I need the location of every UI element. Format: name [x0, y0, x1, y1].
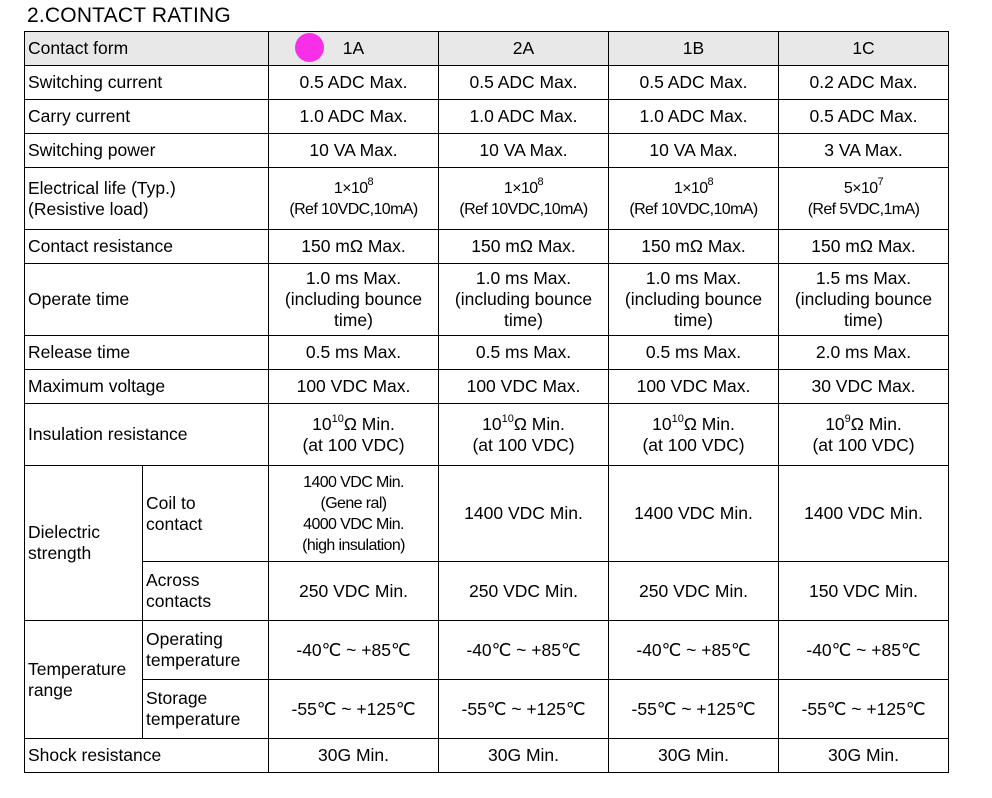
row-group-label [25, 466, 143, 621]
value-line: (high insulation) [302, 536, 405, 554]
life-base: 1×10 [333, 179, 368, 197]
row-label: Release time [25, 336, 269, 370]
cell-1c [779, 404, 949, 466]
table-row-release-time [25, 336, 949, 370]
table-row-storage-temperature [25, 680, 949, 739]
row-label: Switching current [25, 66, 269, 100]
ins-exponent: 10 [501, 412, 514, 425]
row-label: Maximum voltage [25, 370, 269, 404]
life-exponent: 8 [707, 176, 714, 189]
cell-1c: 150 mΩ Max. [779, 230, 949, 264]
cell-1a: 30G Min. [269, 739, 439, 773]
table-row-carry-current [25, 100, 949, 134]
cell-1a: 100 VDC Max. [269, 370, 439, 404]
ins-base: 10 [312, 413, 332, 434]
header-1b: 1B [609, 32, 779, 66]
row-label-line: Across [146, 570, 200, 590]
cell-2a: 10 VA Max. [439, 134, 609, 168]
ins-unit: Ω Min. [513, 413, 565, 434]
pink-marker-dot [295, 33, 324, 62]
value-line: (including bounce [284, 289, 423, 309]
row-label [25, 168, 269, 230]
ins-exponent: 10 [331, 412, 344, 425]
table-row-contact-resistance [25, 230, 949, 264]
cell-1b: 0.5 ADC Max. [609, 66, 779, 100]
cell-1a: 0.5 ADC Max. [269, 66, 439, 100]
cell-2a [439, 404, 609, 466]
cell-1a [269, 466, 439, 562]
value-line: 1400 VDC Min. [303, 473, 404, 491]
row-label: Insulation resistance [25, 404, 269, 466]
value-line: 1.0 ms Max. [475, 268, 572, 288]
ins-base: 10 [825, 413, 845, 434]
life-ref: (Ref 10VDC,10mA) [289, 200, 418, 218]
table-header-row [25, 32, 949, 66]
cell-2a: 0.5 ms Max. [439, 336, 609, 370]
contact-rating-table [24, 31, 949, 773]
row-label-line: Electrical life (Typ.) [28, 177, 176, 198]
life-base: 5×10 [843, 179, 878, 197]
cell-1b: 250 VDC Min. [609, 562, 779, 621]
table-row-dielectric-coil-to-contact [25, 466, 949, 562]
header-contact-form: Contact form [25, 32, 269, 66]
cell-2a [439, 168, 609, 230]
cell-1a: 1.0 ADC Max. [269, 100, 439, 134]
cell-2a: 100 VDC Max. [439, 370, 609, 404]
ins-exponent: 10 [671, 412, 684, 425]
cell-1c [779, 264, 949, 336]
cell-1b: 0.5 ms Max. [609, 336, 779, 370]
row-label-line: Storage [146, 688, 208, 708]
row-group-label [25, 621, 143, 739]
header-2a: 2A [439, 32, 609, 66]
ins-condition: (at 100 VDC) [642, 434, 745, 455]
ins-base: 10 [652, 413, 672, 434]
row-sublabel [143, 621, 269, 680]
row-label-line: Temperature [28, 658, 127, 679]
cell-1b: -55℃ ~ +125℃ [609, 680, 779, 739]
cell-1c: 3 VA Max. [779, 134, 949, 168]
life-exponent: 8 [367, 176, 374, 189]
cell-2a: -55℃ ~ +125℃ [439, 680, 609, 739]
cell-1a [269, 264, 439, 336]
row-label: Shock resistance [25, 739, 269, 773]
ins-unit: Ω Min. [850, 413, 902, 434]
life-base: 1×10 [503, 179, 538, 197]
cell-1c: 1400 VDC Min. [779, 466, 949, 562]
value-line: time) [674, 310, 713, 330]
table-row-shock-resistance [25, 739, 949, 773]
ins-condition: (at 100 VDC) [472, 434, 575, 455]
cell-1a: -40℃ ~ +85℃ [269, 621, 439, 680]
value-line: (including bounce [794, 289, 933, 309]
value-line: 1.0 ms Max. [645, 268, 742, 288]
ins-unit: Ω Min. [343, 413, 395, 434]
cell-1c: 0.5 ADC Max. [779, 100, 949, 134]
section-title: 2.CONTACT RATING [27, 4, 231, 27]
row-label: Contact resistance [25, 230, 269, 264]
table-row-operating-temperature [25, 621, 949, 680]
cell-1b [609, 264, 779, 336]
cell-1a [269, 404, 439, 466]
row-label-line: contacts [146, 591, 212, 611]
value-line: 1.0 ms Max. [305, 268, 402, 288]
cell-2a [439, 264, 609, 336]
table-row-switching-current [25, 66, 949, 100]
cell-2a: -40℃ ~ +85℃ [439, 621, 609, 680]
row-label-line: contact [146, 513, 203, 534]
row-label: Carry current [25, 100, 269, 134]
cell-1c: -55℃ ~ +125℃ [779, 680, 949, 739]
row-sublabel [143, 466, 269, 562]
life-ref: (Ref 10VDC,10mA) [629, 200, 758, 218]
header-1a: 1A [269, 32, 439, 66]
ins-unit: Ω Min. [683, 413, 735, 434]
value-line: (including bounce [624, 289, 763, 309]
cell-2a: 1400 VDC Min. [439, 466, 609, 562]
cell-1c: 30G Min. [779, 739, 949, 773]
cell-1b: 150 mΩ Max. [609, 230, 779, 264]
cell-1b: 100 VDC Max. [609, 370, 779, 404]
cell-1c: 30 VDC Max. [779, 370, 949, 404]
table-row-dielectric-across-contacts [25, 562, 949, 621]
value-line: time) [844, 310, 883, 330]
cell-1b: 30G Min. [609, 739, 779, 773]
row-label: Operate time [25, 264, 269, 336]
value-line: (Gene ral) [320, 494, 387, 512]
cell-1b [609, 404, 779, 466]
cell-1c [779, 168, 949, 230]
cell-2a: 250 VDC Min. [439, 562, 609, 621]
ins-condition: (at 100 VDC) [302, 434, 405, 455]
ins-base: 10 [482, 413, 502, 434]
value-line: 4000 VDC Min. [303, 515, 404, 533]
row-label-line: Dielectric [28, 522, 100, 542]
cell-2a: 30G Min. [439, 739, 609, 773]
cell-1a [269, 168, 439, 230]
table-row-switching-power [25, 134, 949, 168]
cell-2a: 1.0 ADC Max. [439, 100, 609, 134]
row-label-line: Coil to [146, 492, 196, 513]
row-label-line: strength [28, 543, 92, 563]
cell-1c: 0.2 ADC Max. [779, 66, 949, 100]
value-line: time) [334, 310, 373, 330]
cell-1b: 1400 VDC Min. [609, 466, 779, 562]
row-label-line: temperature [146, 709, 241, 729]
life-ref: (Ref 10VDC,10mA) [459, 200, 588, 218]
cell-1a: 0.5 ms Max. [269, 336, 439, 370]
row-label-line: temperature [146, 650, 241, 670]
cell-1b: 1.0 ADC Max. [609, 100, 779, 134]
value-line: (including bounce [454, 289, 593, 309]
cell-1c: -40℃ ~ +85℃ [779, 621, 949, 680]
cell-2a: 150 mΩ Max. [439, 230, 609, 264]
cell-1c: 2.0 ms Max. [779, 336, 949, 370]
life-exponent: 7 [877, 176, 884, 189]
cell-1a: 250 VDC Min. [269, 562, 439, 621]
cell-1c: 150 VDC Min. [779, 562, 949, 621]
ins-condition: (at 100 VDC) [812, 434, 915, 455]
table-row-operate-time [25, 264, 949, 336]
row-label-line: range [28, 679, 73, 700]
table-row-electrical-life [25, 168, 949, 230]
row-sublabel [143, 680, 269, 739]
ins-exponent: 9 [844, 412, 851, 425]
cell-1a: 150 mΩ Max. [269, 230, 439, 264]
row-label-line: (Resistive load) [28, 198, 149, 219]
table-row-insulation-resistance [25, 404, 949, 466]
life-base: 1×10 [673, 179, 708, 197]
table-row-maximum-voltage [25, 370, 949, 404]
value-line: 1.5 ms Max. [815, 268, 912, 288]
cell-1b: 10 VA Max. [609, 134, 779, 168]
cell-1b: -40℃ ~ +85℃ [609, 621, 779, 680]
cell-2a: 0.5 ADC Max. [439, 66, 609, 100]
cell-1b [609, 168, 779, 230]
cell-1a: -55℃ ~ +125℃ [269, 680, 439, 739]
row-sublabel [143, 562, 269, 621]
value-line: time) [504, 310, 543, 330]
row-label-line: Operating [146, 629, 223, 649]
cell-1a: 10 VA Max. [269, 134, 439, 168]
life-ref: (Ref 5VDC,1mA) [807, 200, 920, 218]
header-1c: 1C [779, 32, 949, 66]
life-exponent: 8 [537, 176, 544, 189]
row-label: Switching power [25, 134, 269, 168]
